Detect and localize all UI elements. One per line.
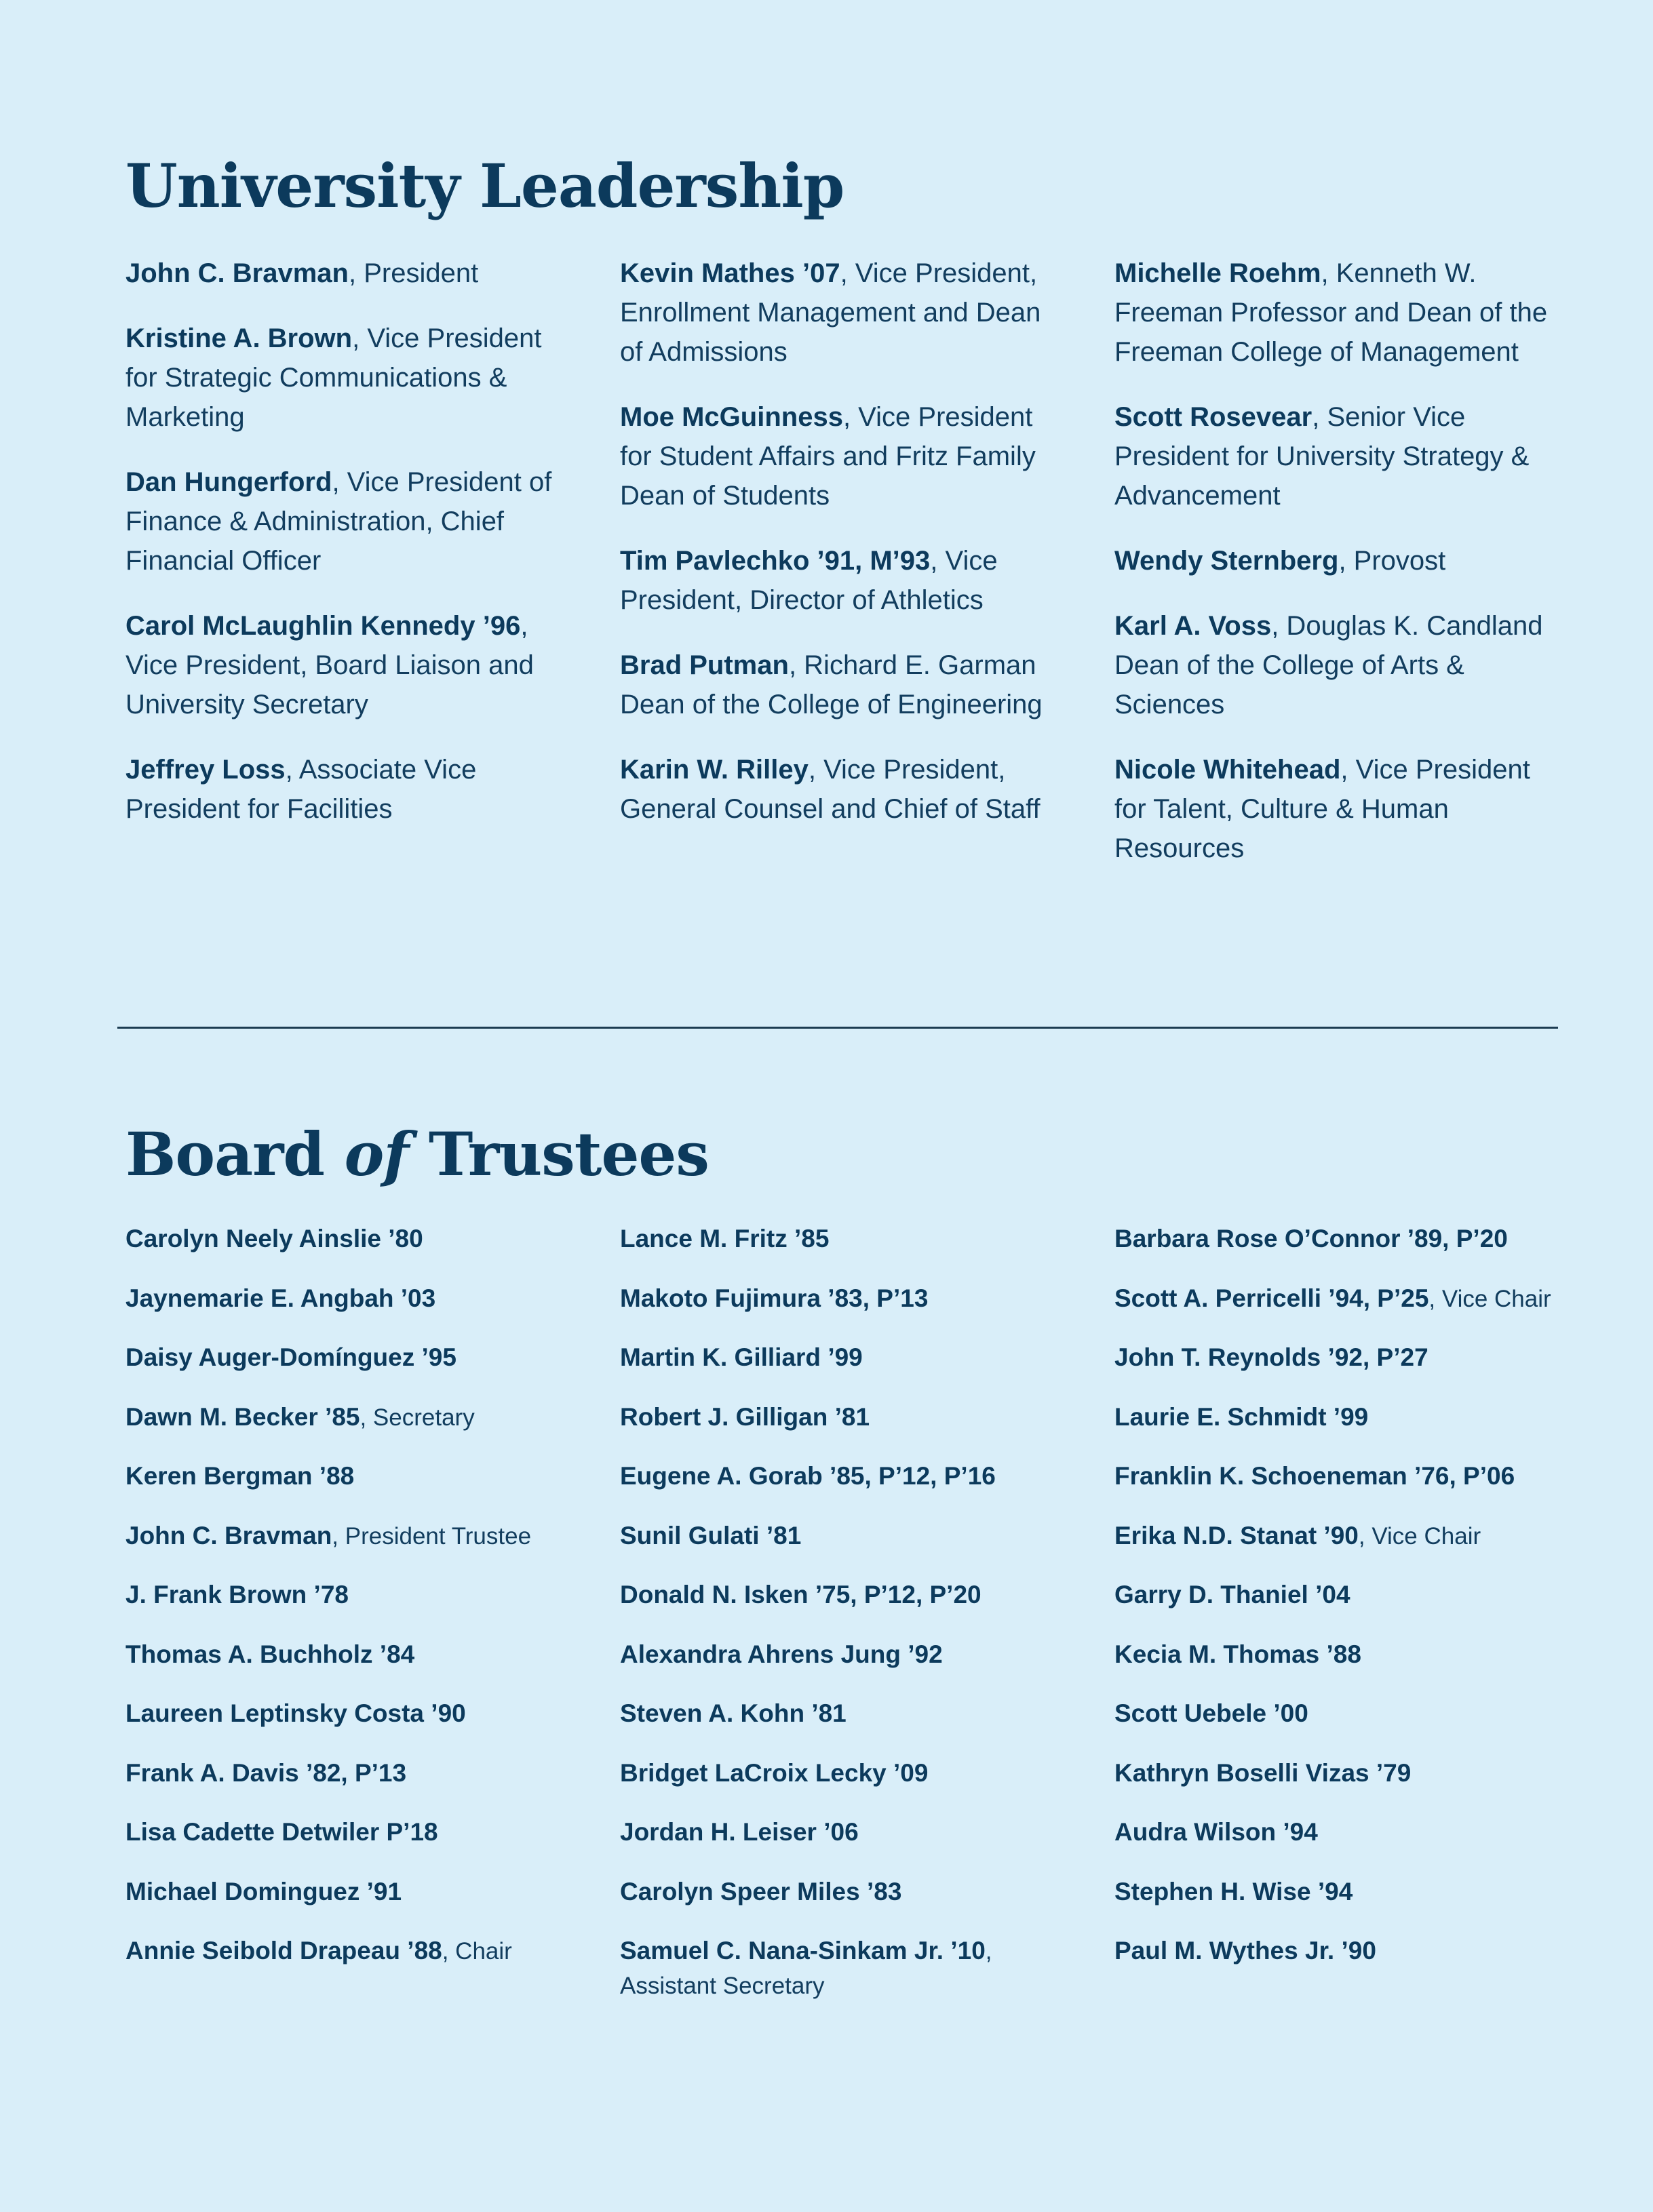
trustee-name: Scott Uebele ’00 — [1114, 1699, 1308, 1727]
leader-entry — [125, 462, 566, 580]
trustee-entry — [1114, 1815, 1555, 1849]
trustee-entry — [1114, 1341, 1555, 1375]
trustee-entry — [125, 1756, 566, 1790]
trustee-entry — [1114, 1697, 1555, 1731]
trustee-entry — [620, 1341, 1061, 1375]
leadership-column-3 — [1114, 254, 1555, 894]
trustee-name: Scott A. Perricelli ’94, P’25 — [1114, 1284, 1429, 1312]
leader-entry — [620, 646, 1061, 724]
leader-title: , Richard E. Garman Dean of the College of Engineering — [620, 650, 1043, 719]
trustee-name: Donald N. Isken ’75, P’12, P’20 — [620, 1581, 981, 1608]
board-heading-part: Trustees — [408, 1119, 709, 1189]
trustee-column-1 — [125, 1222, 566, 1994]
trustee-name: Frank A. Davis ’82, P’13 — [125, 1758, 407, 1787]
board-heading-italic: of — [344, 1119, 409, 1189]
trustee-entry — [125, 1815, 566, 1849]
leader-title: , Vice President for Talent, Culture & Human Resources — [1114, 755, 1530, 863]
leader-title: , Vice President for Strategic Communications & Marketing — [125, 323, 542, 432]
trustee-entry — [620, 1459, 1061, 1493]
leader-title: , Douglas K. Candland Dean of the College of Arts & Sciences — [1114, 611, 1543, 719]
trustee-entry — [620, 1578, 1061, 1612]
trustee-entry — [620, 1222, 1061, 1256]
trustee-name: Carolyn Speer Miles ’83 — [620, 1877, 902, 1905]
trustee-name: Steven A. Kohn ’81 — [620, 1699, 847, 1727]
trustee-entry — [620, 1282, 1061, 1316]
leader-entry — [1114, 606, 1555, 724]
trustee-entry — [125, 1875, 566, 1909]
trustee-entry — [1114, 1934, 1555, 1968]
board-heading — [125, 1119, 709, 1189]
trustee-entry — [125, 1697, 566, 1731]
trustee-name: Kathryn Boselli Vizas ’79 — [1114, 1758, 1412, 1787]
leader-name: Nicole Whitehead — [1114, 755, 1341, 785]
trustee-entry — [620, 1756, 1061, 1790]
leader-entry — [620, 254, 1061, 372]
trustee-entry — [1114, 1875, 1555, 1909]
leader-name: Dan Hungerford — [125, 467, 332, 497]
leader-name: Brad Putman — [620, 650, 789, 680]
trustee-entry — [620, 1875, 1061, 1909]
trustee-name: J. Frank Brown ’78 — [125, 1581, 349, 1608]
trustee-name: Carolyn Neely Ainslie ’80 — [125, 1225, 423, 1252]
trustee-name: Barbara Rose O’Connor ’89, P’20 — [1114, 1225, 1508, 1252]
trustee-role: , Vice Chair — [1358, 1522, 1481, 1549]
trustee-name: Daisy Auger-Domínguez ’95 — [125, 1343, 456, 1371]
trustee-name: Laurie E. Schmidt ’99 — [1114, 1402, 1369, 1431]
trustee-role: , Vice Chair — [1428, 1285, 1551, 1312]
trustee-entry — [125, 1400, 566, 1434]
leader-entry — [125, 606, 566, 724]
trustee-name: Eugene A. Gorab ’85, P’12, P’16 — [620, 1462, 996, 1490]
trustee-name: Robert J. Gilligan ’81 — [620, 1402, 870, 1431]
trustee-entry — [1114, 1222, 1555, 1256]
trustee-name: Keren Bergman ’88 — [125, 1462, 355, 1490]
trustee-entry — [125, 1222, 566, 1256]
trustee-name: Thomas A. Buchholz ’84 — [125, 1640, 415, 1668]
trustee-entry — [125, 1282, 566, 1316]
trustee-entry — [125, 1459, 566, 1493]
trustee-entry — [620, 1638, 1061, 1672]
trustee-name: Erika N.D. Stanat ’90 — [1114, 1521, 1359, 1549]
leader-name: Wendy Sternberg — [1114, 546, 1339, 576]
trustee-entry — [1114, 1459, 1555, 1493]
leader-entry — [1114, 397, 1555, 515]
leadership-column-1 — [125, 254, 566, 854]
leader-name: Kristine A. Brown — [125, 323, 353, 353]
trustee-entry — [620, 1519, 1061, 1553]
leader-title: , Kenneth W. Freeman Professor and Dean of the Freeman College of Management — [1114, 258, 1548, 367]
leader-entry — [1114, 541, 1555, 580]
trustee-name: Jordan H. Leiser ’06 — [620, 1818, 859, 1846]
trustee-entry — [125, 1578, 566, 1612]
leader-name: Tim Pavlechko ’91, M’93 — [620, 546, 931, 576]
trustee-entry — [1114, 1282, 1555, 1316]
leader-name: Karl A. Voss — [1114, 611, 1272, 641]
leader-entry — [1114, 750, 1555, 868]
trustee-role: , Assistant Secretary — [620, 1938, 992, 1999]
trustee-name: John T. Reynolds ’92, P’27 — [1114, 1343, 1428, 1371]
trustee-entry — [620, 1697, 1061, 1731]
trustee-column-2 — [620, 1222, 1061, 2029]
trustee-entry — [1114, 1400, 1555, 1434]
leader-entry — [620, 541, 1061, 620]
leader-entry — [125, 319, 566, 437]
trustee-role: , Secretary — [359, 1404, 475, 1431]
trustee-name: Bridget LaCroix Lecky ’09 — [620, 1758, 929, 1787]
leader-title: , Associate Vice President for Facilities — [125, 755, 477, 824]
trustee-entry — [1114, 1578, 1555, 1612]
leader-entry — [125, 750, 566, 829]
trustee-name: Kecia M. Thomas ’88 — [1114, 1640, 1361, 1668]
section-divider — [117, 1027, 1558, 1029]
leader-name: Jeffrey Loss — [125, 755, 286, 785]
trustee-name: John C. Bravman — [125, 1521, 332, 1549]
trustee-name: Alexandra Ahrens Jung ’92 — [620, 1640, 943, 1668]
trustee-name: Franklin K. Schoeneman ’76, P’06 — [1114, 1462, 1515, 1490]
leader-entry — [1114, 254, 1555, 372]
trustee-entry — [125, 1341, 566, 1375]
leader-name: Moe McGuinness — [620, 402, 843, 432]
trustee-role: , Chair — [442, 1938, 512, 1964]
trustee-name: Jaynemarie E. Angbah ’03 — [125, 1284, 436, 1312]
leader-title: , Vice President for Student Affairs and Fritz Family Dean of Students — [620, 402, 1036, 511]
trustee-name: Stephen H. Wise ’94 — [1114, 1877, 1353, 1905]
leader-title: , Provost — [1338, 546, 1446, 576]
trustee-entry — [620, 1934, 1061, 2003]
leadership-heading: University Leadership — [125, 151, 844, 221]
leader-title: , Vice President of Finance & Administration, Chief Financial Officer — [125, 467, 552, 576]
leadership-column-2 — [620, 254, 1061, 854]
trustee-role: , President Trustee — [332, 1522, 532, 1549]
leader-name: Michelle Roehm — [1114, 258, 1321, 288]
trustee-entry — [1114, 1519, 1555, 1553]
leader-title: , Vice President, General Counsel and Chief of Staff — [620, 755, 1041, 824]
leader-title: , Senior Vice President for University Strategy & Advancement — [1114, 402, 1530, 511]
trustee-name: Michael Dominguez ’91 — [125, 1877, 402, 1905]
leader-name: Karin W. Rilley — [620, 755, 809, 785]
trustee-name: Paul M. Wythes Jr. ’90 — [1114, 1937, 1376, 1964]
leader-name: John C. Bravman — [125, 258, 349, 288]
trustee-name: Makoto Fujimura ’83, P’13 — [620, 1284, 929, 1312]
trustee-entry — [620, 1815, 1061, 1849]
leader-entry — [125, 254, 566, 293]
trustee-entry — [125, 1638, 566, 1672]
trustee-name: Annie Seibold Drapeau ’88 — [125, 1937, 442, 1964]
trustee-name: Audra Wilson ’94 — [1114, 1818, 1318, 1846]
board-heading-part: Board — [125, 1119, 345, 1189]
trustee-name: Dawn M. Becker ’85 — [125, 1402, 360, 1431]
trustee-entry — [125, 1519, 566, 1553]
leader-name: Carol McLaughlin Kennedy ’96 — [125, 611, 521, 641]
trustee-name: Lisa Cadette Detwiler P’18 — [125, 1818, 438, 1846]
trustee-entry — [620, 1400, 1061, 1434]
leader-title: , Vice President, Director of Athletics — [620, 546, 998, 615]
trustee-name: Sunil Gulati ’81 — [620, 1521, 802, 1549]
trustee-name: Garry D. Thaniel ’04 — [1114, 1581, 1350, 1608]
leader-name: Scott Rosevear — [1114, 402, 1312, 432]
trustee-name: Laureen Leptinsky Costa ’90 — [125, 1699, 466, 1727]
trustee-entry — [125, 1934, 566, 1968]
trustee-entry — [1114, 1638, 1555, 1672]
trustee-column-3 — [1114, 1222, 1555, 1994]
leader-title: , Vice President, Board Liaison and University Secretary — [125, 611, 534, 719]
trustee-name: Martin K. Gilliard ’99 — [620, 1343, 863, 1371]
leader-entry — [620, 397, 1061, 515]
trustee-name: Lance M. Fritz ’85 — [620, 1225, 830, 1252]
trustee-name: Samuel C. Nana-Sinkam Jr. ’10 — [620, 1937, 986, 1964]
leader-title: , Vice President, Enrollment Management and Dean of Admissions — [620, 258, 1041, 367]
trustee-entry — [1114, 1756, 1555, 1790]
leader-entry — [620, 750, 1061, 829]
leader-name: Kevin Mathes ’07 — [620, 258, 840, 288]
leader-title: , President — [348, 258, 479, 288]
